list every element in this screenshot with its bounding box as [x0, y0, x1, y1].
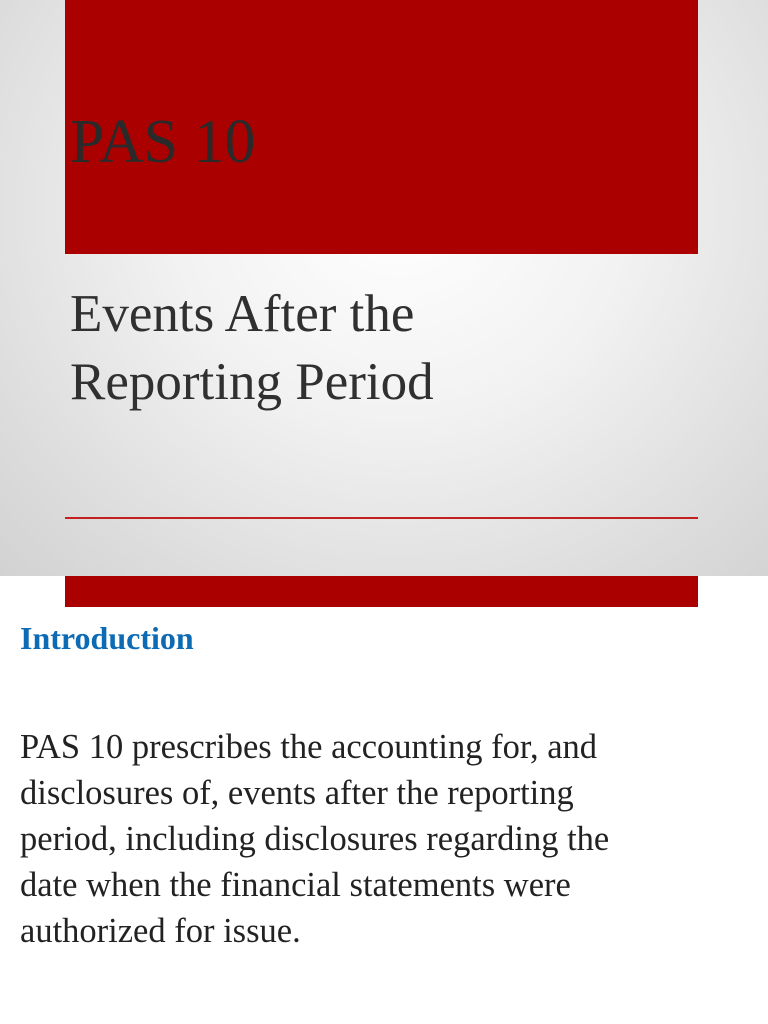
divider-line [65, 517, 698, 519]
slide-subtitle [70, 280, 670, 416]
body-line: PAS 10 prescribes the accounting for, and [20, 728, 598, 766]
section-heading: Introduction [20, 620, 194, 656]
body-paragraph [20, 724, 725, 954]
body-line: disclosures of, events after the reporting [20, 774, 574, 812]
bottom-band [65, 576, 698, 607]
subtitle-line: Events After the [70, 285, 415, 343]
slide-title: PAS 10 [70, 108, 256, 176]
body-line: date when the financial statements were [20, 866, 571, 904]
subtitle-line: Reporting Period [70, 353, 434, 411]
body-line: period, including disclosures regarding the [20, 820, 610, 858]
body-line: authorized for issue. [20, 912, 301, 950]
